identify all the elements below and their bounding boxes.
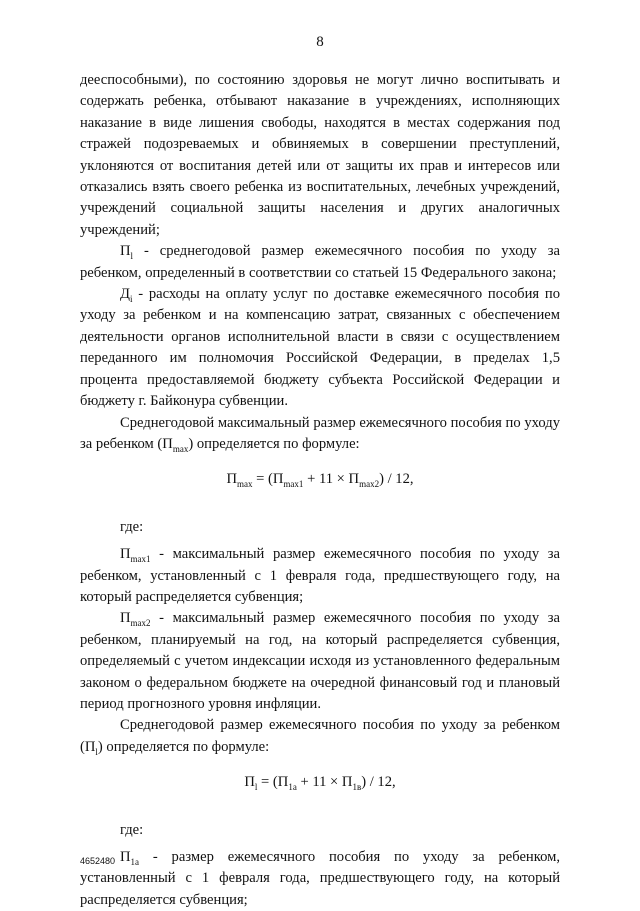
- formula-avg: $П_l = (П_{1а} + 11 \times П_{1в}) / 12$,: [244, 774, 396, 793]
- paragraph-1a-definition: $П_{1а}$ - размер ежемесячного пособия по уходу за ребенком, установленный с 1 февраля года, предшествующего году, на который распределяется субвенция;: [80, 849, 560, 908]
- formula-max: $П_{max} = (П_{max1} + 11 \times П_{max2}) / 12$,: [226, 471, 414, 490]
- paragraph-max2-definition: $П_{max2}$ - максимальный размер ежемесячного пособия по уходу за ребенком, планируемый на год, на который распределяется субвенция, определяемый с учетом индексации исходя из установленного федеральным законом о федеральном бюджете на очередной финансовый год и плановый период прогнозного уровня инфляции.: [80, 610, 560, 712]
- document-body: [80, 70, 560, 911]
- paragraph-1: дееспособными), по состоянию здоровья не могут лично воспитывать и содержать ребенка, отбывают наказание в учреждениях, исполняющих наказание в виде лишения свободы, находятся в местах содержания под стражей подозреваемых и обвиняемых в совершении преступлений, уклоняются от воспитания детей или от защиты их прав и интересов или отказались взять своего ребенка из воспитательных, лечебных учреждений, учреждений социальной защиты населения и других аналогичных учреждений;: [80, 72, 560, 238]
- paragraph-max1-definition: $П_{max1}$ - максимальный размер ежемесячного пособия по уходу за ребенком, установленный с 1 февраля года, предшествующего году, на который распределяется субвенция;: [80, 546, 560, 605]
- where-label-1: где:: [120, 518, 144, 535]
- where-label-2: где:: [120, 821, 144, 838]
- document-code: 4652480: [80, 856, 116, 866]
- paragraph-avg-intro: Среднегодовой размер ежемесячного пособия по уходу за ребенком $(П_l)$ определяется по формуле:: [80, 717, 560, 757]
- paragraph-d-definition: $Д_i$ - расходы на оплату услуг по доставке ежемесячного пособия по уходу за ребенком и на компенсацию затрат, связанных с обеспечением деятельности органов исполнительной власти в связи с осуществлением переданного им полномочия Российской Федерации, в пределах 1,5 процента предоставляемой бюджету субъекта Российской Федерации и бюджету г. Байконура субвенции.: [80, 286, 560, 410]
- page-number: 8: [316, 34, 324, 50]
- paragraph-max-intro: Среднегодовой максимальный размер ежемесячного пособия по уходу за ребенком $(П_{max})$ определяется по формуле:: [80, 414, 560, 454]
- paragraph-p1-definition: $П_l$ - среднегодовой размер ежемесячного пособия по уходу за ребенком, определенный в соответствии со статьей 15 Федерального закона;: [80, 243, 560, 281]
